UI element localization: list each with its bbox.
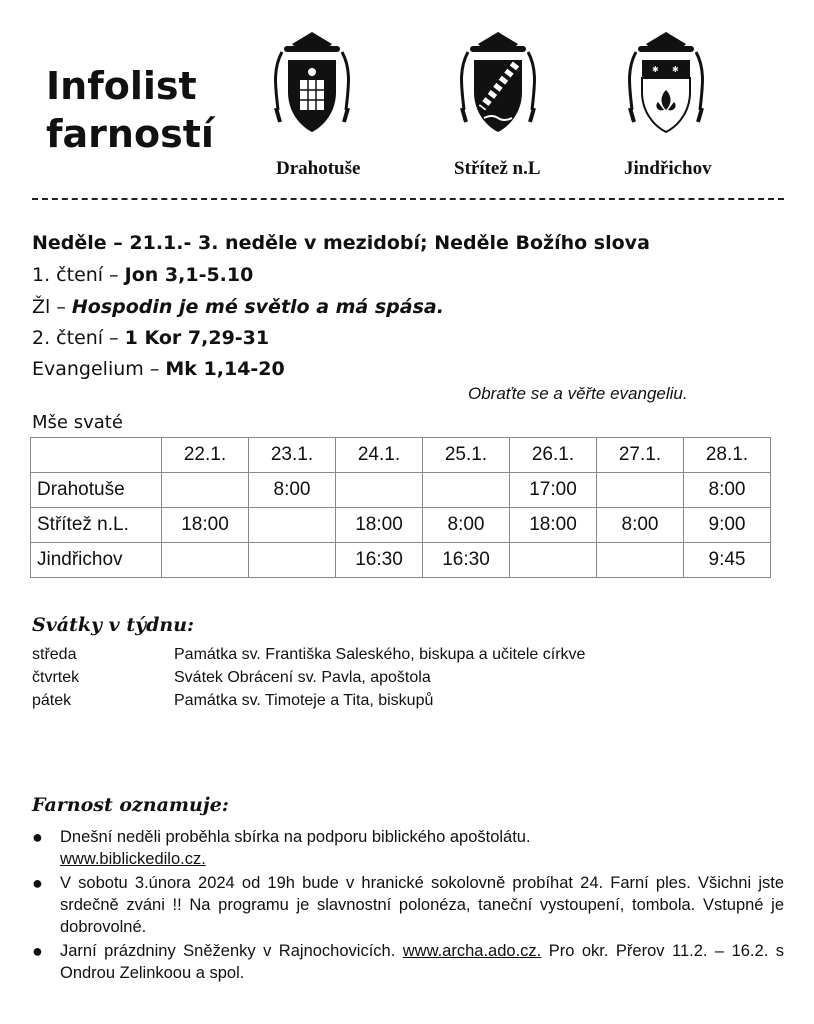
- time-cell: 18:00: [162, 508, 249, 543]
- feast-text: Památka sv. Františka Saleského, biskupa a učitele církve: [174, 646, 586, 663]
- time-cell: [249, 543, 336, 578]
- time-cell: [597, 473, 684, 508]
- feast-day: pátek: [32, 692, 72, 709]
- sunday-prefix: Neděle – 21.1.- 3. neděle v mezidobí;: [32, 232, 428, 254]
- parish-name-drahotuse: Drahotuše: [276, 158, 361, 179]
- announcement-text: Dnešní neděli proběhla sbírka na podporu biblického apoštolátu.: [60, 828, 531, 846]
- date-cell: 24.1.: [336, 438, 423, 473]
- biblickedilo-link[interactable]: www.biblickedilo.cz.: [60, 850, 206, 868]
- feast-text: Svátek Obrácení sv. Pavla, apoštola: [174, 669, 431, 686]
- parish-name-stritez: Střítež n.L: [454, 158, 541, 179]
- psalm-text: Hospodin je mé světlo a má spása.: [71, 296, 444, 318]
- date-cell: 23.1.: [249, 438, 336, 473]
- date-cell: 26.1.: [510, 438, 597, 473]
- announcement-text-post: Pro okr. Přerov 11.2. – 16.2. s Ondrou Zelinkoou a spol.: [60, 942, 784, 982]
- time-cell: [423, 473, 510, 508]
- feast-day: čtvrtek: [32, 669, 80, 686]
- second-reading: [32, 327, 269, 349]
- table-header-row: [31, 438, 771, 473]
- announcement-text-pre: Jarní prázdniny Sněženky v Rajnochovicích.: [60, 942, 403, 960]
- time-cell: 8:00: [597, 508, 684, 543]
- stritez-coat-of-arms: [456, 30, 540, 140]
- header-divider: [32, 198, 784, 200]
- date-cell: 27.1.: [597, 438, 684, 473]
- second-reading-ref: 1 Kor 7,29-31: [124, 327, 270, 349]
- feasts-heading: Svátky v týdnu:: [32, 614, 195, 636]
- first-reading: [32, 264, 253, 286]
- time-cell: [249, 508, 336, 543]
- first-reading-ref: Jon 3,1-5.10: [124, 264, 254, 286]
- time-cell: 17:00: [510, 473, 597, 508]
- time-cell: 18:00: [336, 508, 423, 543]
- title-line-1: Infolist: [46, 64, 197, 108]
- gospel-ref: Mk 1,14-20: [165, 358, 285, 380]
- date-cell: 28.1.: [684, 438, 771, 473]
- jindrichov-coat-of-arms: [624, 30, 708, 140]
- bullet-icon: ●: [32, 873, 43, 893]
- date-cell: 22.1.: [162, 438, 249, 473]
- time-cell: [510, 543, 597, 578]
- time-cell: 16:30: [336, 543, 423, 578]
- gospel-quote: Obraťte se a věřte evangeliu.: [468, 384, 688, 403]
- second-reading-label: 2. čtení –: [32, 327, 125, 349]
- feast-day: středa: [32, 646, 77, 663]
- list-item: [32, 940, 784, 984]
- bullet-icon: ●: [32, 941, 43, 961]
- archa-link[interactable]: www.archa.ado.cz.: [402, 942, 542, 960]
- title-line-2: farností: [46, 112, 214, 156]
- first-reading-label: 1. čtení –: [32, 264, 125, 286]
- date-cell: 25.1.: [423, 438, 510, 473]
- list-item: [32, 872, 784, 938]
- table-row: [31, 473, 771, 508]
- time-cell: [162, 473, 249, 508]
- announcements-heading: Farnost oznamuje:: [32, 794, 229, 816]
- time-cell: [162, 543, 249, 578]
- mass-heading: Mše svaté: [32, 412, 123, 433]
- place-cell: Jindřichov: [31, 543, 162, 578]
- page-title: [46, 62, 214, 158]
- parish-name-jindrichov: Jindřichov: [624, 158, 712, 179]
- time-cell: 18:00: [510, 508, 597, 543]
- gospel-label: Evangelium –: [32, 358, 166, 380]
- time-cell: 9:00: [684, 508, 771, 543]
- mass-schedule-table: [30, 437, 771, 578]
- svg-text:✱: ✱: [652, 65, 659, 74]
- table-corner-cell: [31, 438, 162, 473]
- gospel: [32, 358, 285, 380]
- place-cell: Drahotuše: [31, 473, 162, 508]
- time-cell: [597, 543, 684, 578]
- svg-text:✱: ✱: [672, 65, 679, 74]
- time-cell: 9:45: [684, 543, 771, 578]
- place-cell: Střítež n.L.: [31, 508, 162, 543]
- time-cell: 8:00: [249, 473, 336, 508]
- table-row: [31, 543, 771, 578]
- feast-text: Památka sv. Timoteje a Tita, biskupů: [174, 692, 434, 709]
- time-cell: [336, 473, 423, 508]
- time-cell: 8:00: [423, 508, 510, 543]
- drahotuse-coat-of-arms: [270, 30, 354, 140]
- psalm-label: Žl –: [32, 296, 72, 318]
- sunday-suffix: Neděle Božího slova: [434, 232, 650, 254]
- time-cell: 8:00: [684, 473, 771, 508]
- list-item: [32, 826, 784, 870]
- table-row: [31, 508, 771, 543]
- bullet-icon: ●: [32, 827, 43, 847]
- announcements-list: [32, 826, 784, 986]
- announcement-text: V sobotu 3.února 2024 od 19h bude v hranické sokolovně probíhat 24. Farní ples. Všichni jste srdečně zváni !! Na programu je slavnostní polonéza, taneční vystoupení, tombola. Vstupné je dobrovolné.: [60, 874, 784, 936]
- sunday-line: [32, 232, 650, 254]
- psalm: [32, 296, 444, 318]
- time-cell: 16:30: [423, 543, 510, 578]
